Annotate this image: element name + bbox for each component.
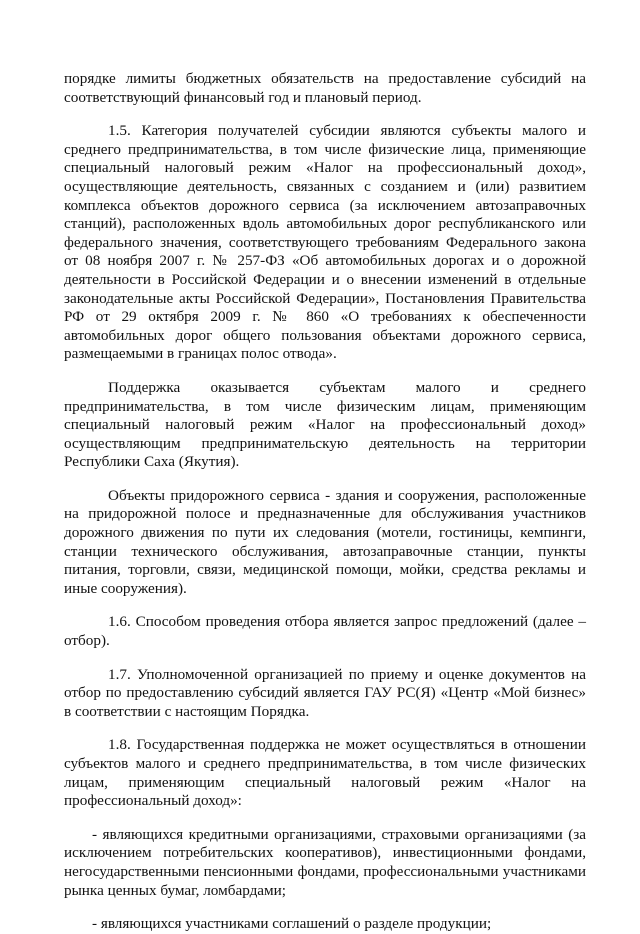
paragraph-support: Поддержка оказывается субъектам малого и среднего предпринимательства, в том числе физическим лицам, применяющим специальный налоговый режим «Налог на профессиональный доход» осуществляющим предпринимательскую деятельность на территории Республики Саха (Якутия). [64, 378, 586, 471]
list-item-credit-orgs: - являющихся кредитными организациями, страховыми организациями (за исключением потребительских кооперативов), инвестиционными фондами, негосударственными пенсионными фондами, профессиональными участниками рынка ценных бумаг, ломбардами; [64, 825, 586, 899]
paragraph-1-8-exclusions: 1.8. Государственная поддержка не может осуществляться в отношении субъектов малого и среднего предпринимательства, в том числе физических лицам, применяющим специальный налоговый режим «Налог на профессиональный доход»: [64, 736, 586, 810]
list-item-production-sharing: - являющихся участниками соглашений о разделе продукции; [92, 915, 492, 933]
paragraph-roadside-objects: Объекты придорожного сервиса - здания и сооружения, расположенные на придорожной полосе и предназначенные для обслуживания участников дорожного движения по пути их следования (мотели, гостиницы, кемпинги, станции технического обслуживания, автозаправочные станции, пункты питания, торговли, связи, медицинской помощи, мойки, средства рекламы и иные сооружения). [64, 486, 586, 597]
paragraph-budget-limits: порядке лимиты бюджетных обязательств на предоставление субсидий на соответствующий финансовый год и плановый период. [64, 70, 586, 106]
paragraph-1-6-selection-method: 1.6. Способом проведения отбора является запрос предложений (далее – отбор). [64, 613, 586, 650]
paragraph-1-5-recipients: 1.5. Категория получателей субсидии являются субъекты малого и среднего предпринимательства, в том числе физические лица, применяющие специальный налоговый режим «Налог на профессиональный доход», осуществляющие деятельность, связанных с созданием и (или) развитием комплекса объектов дорожного сервиса (за исключением автозаправочных станций), расположенных вдоль автомобильных дорог республиканского или федерального значения, соответствующего требованиям Федерального закона от 08 ноября 2007 г. № 257-ФЗ «Об автомобильных дорогах и о дорожной деятельности в Российской Федерации и о внесении изменений в отдельные законодательные акты Российской Федерации», Постановления Правительства РФ от 29 октября 2009 г. № 860 «О требованиях к обеспеченности автомобильных дорог общего пользования объектами дорожного сервиса, размещаемыми в границах полос отвода». [64, 122, 586, 363]
paragraph-1-7-authorized-org: 1.7. Уполномоченной организацией по приему и оценке документов на отбор по предоставлению субсидий является ГАУ РС(Я) «Центр «Мой бизнес» в соответствии с настоящим Порядка. [64, 665, 586, 720]
